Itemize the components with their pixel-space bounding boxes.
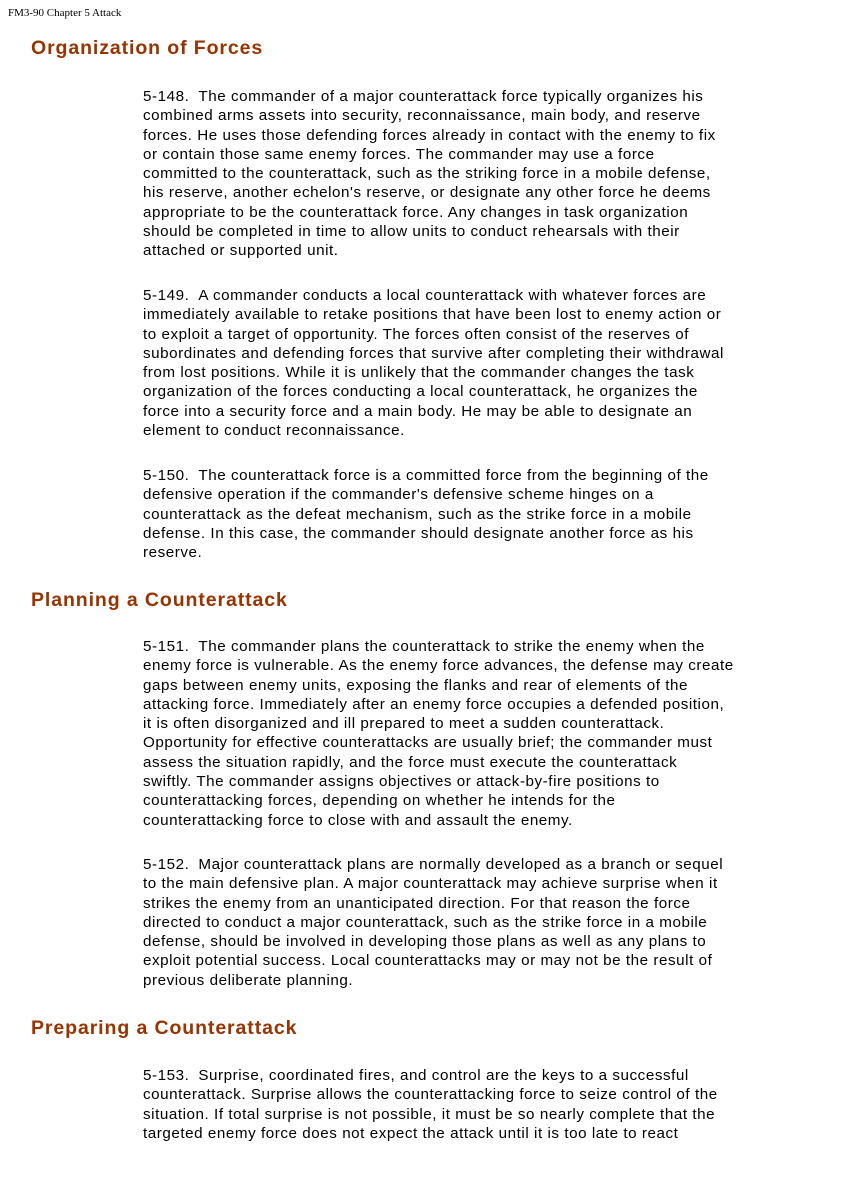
paragraph-line: element to conduct reconnaissance. xyxy=(143,422,405,440)
paragraph-line: 5-153. Surprise, coordinated fires, and control are the keys to a successful xyxy=(143,1067,689,1084)
paragraph-line: committed to the counterattack, such as the striking force in a mobile defense, xyxy=(143,165,711,183)
paragraph-number: 5-150. xyxy=(143,467,190,484)
paragraph-5-153 xyxy=(143,1066,811,1143)
paragraph-5-151 xyxy=(143,637,811,830)
section-heading-organization-of-forces: Organization of Forces xyxy=(31,37,264,59)
paragraph-line: force into a security force and a main body. He may be able to designate an xyxy=(143,402,693,420)
paragraph-line: reserve. xyxy=(143,544,203,562)
paragraph-number: 5-148. xyxy=(143,88,190,105)
section-heading-planning-a-counterattack: Planning a Counterattack xyxy=(31,589,288,611)
paragraph-line: enemy force is vulnerable. As the enemy force advances, the defense may create xyxy=(143,657,734,675)
paragraph-line: 5-148. The commander of a major counterattack force typically organizes his xyxy=(143,88,704,105)
paragraph-line: appropriate to be the counterattack force. Any changes in task organization xyxy=(143,203,689,221)
paragraph-line: from lost positions. While it is unlikely that the commander changes the task xyxy=(143,364,695,382)
paragraph-line: organization of the forces conducting a local counterattack, he organizes the xyxy=(143,383,698,401)
paragraph-line: 5-149. A commander conducts a local counterattack with whatever forces are xyxy=(143,287,707,304)
paragraph-line: targeted enemy force does not expect the attack until it is too late to react xyxy=(143,1124,679,1142)
paragraph-line: attacking force. Immediately after an enemy force occupies a defended position, xyxy=(143,695,725,713)
paragraph-line: strikes the enemy from an unanticipated direction. For that reason the force xyxy=(143,894,691,912)
paragraph-5-149 xyxy=(143,286,811,440)
paragraph-line: to the main defensive plan. A major counterattack may achieve surprise when it xyxy=(143,875,718,893)
paragraph-line: it is often disorganized and ill prepared to meet a sudden counterattack. xyxy=(143,715,665,733)
paragraph-5-150 xyxy=(143,466,811,562)
paragraph-line: Opportunity for effective counterattacks are usually brief; the commander must xyxy=(143,734,713,752)
paragraph-line: previous deliberate planning. xyxy=(143,971,354,989)
paragraph-line: 5-152. Major counterattack plans are normally developed as a branch or sequel xyxy=(143,856,724,873)
paragraph-line: defensive operation if the commander's defensive scheme hinges on a xyxy=(143,486,654,504)
paragraph-number: 5-149. xyxy=(143,287,190,304)
paragraph-line: assess the situation rapidly, and the force must execute the counterattack xyxy=(143,753,678,771)
paragraph-number: 5-151. xyxy=(143,638,190,655)
paragraph-line: forces. He uses those defending forces already in contact with the enemy to fix xyxy=(143,126,716,144)
page-header: FM3-90 Chapter 5 Attack xyxy=(8,7,122,19)
paragraph-line: counterattacking forces, depending on whether he intends for the xyxy=(143,792,616,810)
paragraph-line: defense, should be involved in developing those plans as well as any plans to xyxy=(143,933,707,951)
paragraph-line: his reserve, another echelon's reserve, or designate any other force he deems xyxy=(143,184,711,202)
paragraph-line: defense. In this case, the commander should designate another force as his xyxy=(143,524,694,542)
paragraph-line: directed to conduct a major counterattack, such as the strike force in a mobile xyxy=(143,913,708,931)
section-heading-preparing-a-counterattack: Preparing a Counterattack xyxy=(31,1017,298,1039)
paragraph-line: counterattacking force to close with and assault the enemy. xyxy=(143,811,573,829)
paragraph-number: 5-152. xyxy=(143,856,190,873)
paragraph-line: subordinates and defending forces that survive after completing their withdrawal xyxy=(143,344,724,362)
paragraph-number: 5-153. xyxy=(143,1067,190,1084)
paragraph-line: should be completed in time to allow units to conduct rehearsals with their xyxy=(143,223,680,241)
paragraph-line: or contain those same enemy forces. The commander may use a force xyxy=(143,145,655,163)
paragraph-line: immediately available to retake positions that have been lost to enemy action or xyxy=(143,306,722,324)
paragraph-5-152 xyxy=(143,855,811,990)
paragraph-line: attached or supported unit. xyxy=(143,242,339,260)
paragraph-line: combined arms assets into security, reconnaissance, main body, and reserve xyxy=(143,107,701,125)
paragraph-line: situation. If total surprise is not possible, it must be so nearly complete that the xyxy=(143,1105,716,1123)
paragraph-line: to exploit a target of opportunity. The forces often consist of the reserves of xyxy=(143,325,690,343)
paragraph-line: swiftly. The commander assigns objectives or attack-by-fire positions to xyxy=(143,773,660,791)
paragraph-line: 5-151. The commander plans the counterattack to strike the enemy when the xyxy=(143,638,705,655)
paragraph-line: 5-150. The counterattack force is a committed force from the beginning of the xyxy=(143,467,709,484)
paragraph-line: gaps between enemy units, exposing the flanks and rear of elements of the xyxy=(143,676,689,694)
paragraph-line: exploit potential success. Local counterattacks may or may not be the result of xyxy=(143,952,713,970)
paragraph-line: counterattack as the defeat mechanism, such as the strike force in a mobile xyxy=(143,505,692,523)
paragraph-line: counterattack. Surprise allows the counterattacking force to seize control of the xyxy=(143,1086,718,1104)
paragraph-5-148 xyxy=(143,87,811,261)
